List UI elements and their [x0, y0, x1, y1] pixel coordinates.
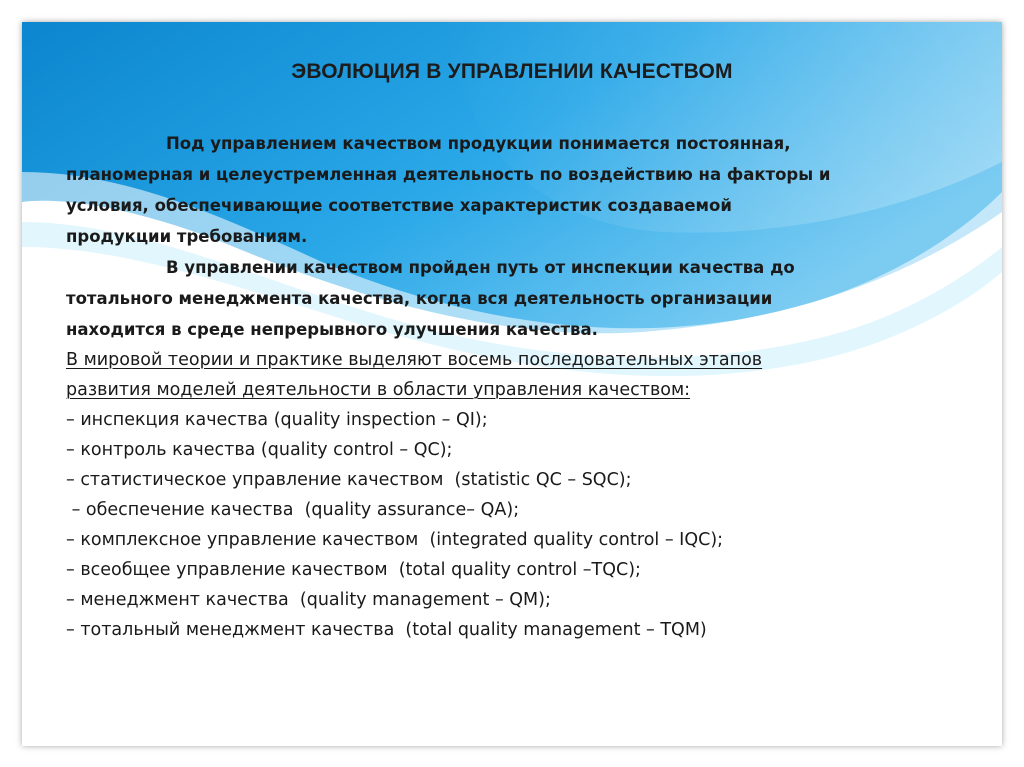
slide — [22, 22, 1002, 746]
paragraph-definition-line: продукции требованиям. — [66, 227, 308, 246]
slide-body — [66, 128, 966, 645]
stage-item: – обеспечение качества (quality assurance– QA); — [66, 500, 520, 520]
paragraph-evolution — [66, 252, 966, 345]
stage-item: – контроль качества (quality control – QC); — [66, 440, 453, 460]
stage-item: – комплексное управление качеством (integrated quality control – IQC); — [66, 530, 724, 550]
paragraph-evolution-line: тотального менеджмента качества, когда вся деятельность организации — [66, 289, 773, 308]
stages-lead — [66, 345, 966, 405]
paragraph-definition-line: Под управлением качеством продукции понимается постоянная, — [166, 134, 791, 153]
paragraph-definition-line: условия, обеспечивающие соответствие характеристик создаваемой — [66, 196, 732, 215]
paragraph-evolution-line: находится в среде непрерывного улучшения качества. — [66, 320, 598, 339]
stages-list — [66, 405, 966, 645]
paragraph-evolution-line: В управлении качеством пройден путь от инспекции качества до — [166, 258, 795, 277]
stage-item: – менеджмент качества (quality management – QM); — [66, 590, 551, 610]
stage-item: – статистическое управление качеством (statistic QC – SQC); — [66, 470, 632, 490]
stage-item: – всеобщее управление качеством (total quality control –TQC); — [66, 560, 641, 580]
stages-lead-line: развития моделей деятельности в области управления качеством: — [66, 380, 691, 400]
stages-lead-line: В мировой теории и практике выделяют восемь последовательных этапов — [66, 350, 763, 370]
stage-item: – инспекция качества (quality inspection – QI); — [66, 410, 488, 430]
stage-item: – тотальный менеджмент качества (total quality management – TQM) — [66, 620, 707, 640]
slide-title: ЭВОЛЮЦИЯ В УПРАВЛЕНИИ КАЧЕСТВОМ — [291, 60, 733, 83]
paragraph-definition-line: планомерная и целеустремленная деятельность по воздействию на факторы и — [66, 165, 831, 184]
paragraph-definition — [66, 128, 966, 252]
